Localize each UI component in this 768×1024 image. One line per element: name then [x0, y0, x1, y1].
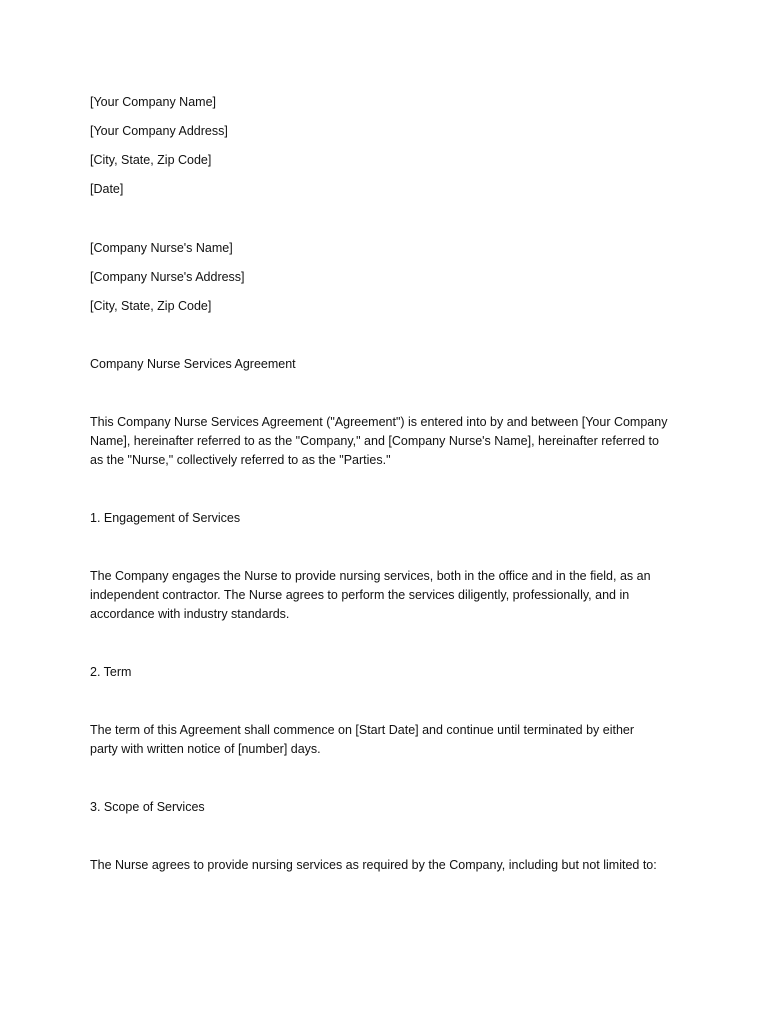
- sender-company-name: [Your Company Name]: [90, 95, 216, 109]
- intro-paragraph: [90, 413, 680, 470]
- section-line: The Nurse agrees to provide nursing services as required by the Company, including but not limited to:: [90, 858, 657, 872]
- section-line: party with written notice of [number] days.: [90, 742, 321, 756]
- section-body-term: [90, 721, 680, 759]
- section-line: The Company engages the Nurse to provide nursing services, both in the office and in the field, as an: [90, 569, 651, 583]
- sender-company-address: [Your Company Address]: [90, 124, 228, 138]
- document-title: Company Nurse Services Agreement: [90, 357, 296, 371]
- section-heading-term: 2. Term: [90, 665, 132, 679]
- intro-line: Name], hereinafter referred to as the "Company," and [Company Nurse's Name], hereinafter referred to: [90, 434, 659, 448]
- section-heading-scope: 3. Scope of Services: [90, 800, 205, 814]
- section-body-scope: [90, 856, 680, 875]
- recipient-address: [Company Nurse's Address]: [90, 270, 245, 284]
- recipient-name: [Company Nurse's Name]: [90, 241, 233, 255]
- section-line: independent contractor. The Nurse agrees to perform the services diligently, professionally, and in: [90, 588, 630, 602]
- section-line: accordance with industry standards.: [90, 607, 290, 621]
- section-body-engagement: [90, 567, 680, 624]
- section-line: The term of this Agreement shall commence on [Start Date] and continue until terminated by either: [90, 723, 635, 737]
- section-heading-engagement: 1. Engagement of Services: [90, 511, 241, 525]
- letter-date: [Date]: [90, 182, 124, 196]
- sender-city-state-zip: [City, State, Zip Code]: [90, 153, 212, 167]
- intro-line: This Company Nurse Services Agreement ("Agreement") is entered into by and between [Your Company: [90, 415, 668, 429]
- intro-line: as the "Nurse," collectively referred to as the "Parties.": [90, 453, 391, 467]
- recipient-city-state-zip: [City, State, Zip Code]: [90, 299, 212, 313]
